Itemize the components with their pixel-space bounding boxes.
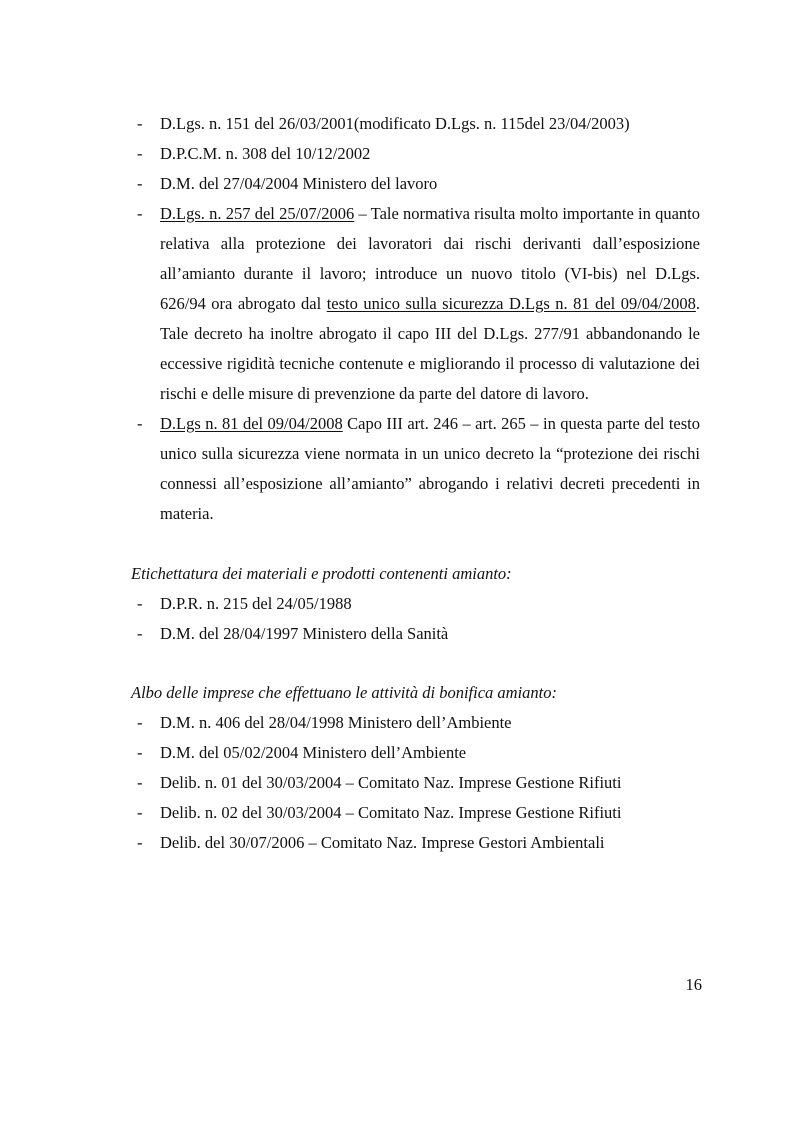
item-text: D.Lgs. n. 151 del 26/03/2001(modificato D.Lgs. n. 115del 23/04/2003) xyxy=(160,114,630,133)
item-text: . Tale decreto ha inoltre abrogato il capo III del D.Lgs. 277/91 abbandonando le eccessive rigidità tecniche contenute e migliorando il processo di valutazione dei rischi e delle misure di prevenzione da parte del datore di lavoro. xyxy=(160,294,700,403)
item-text: Delib. n. 01 del 30/03/2004 – Comitato Naz. Imprese Gestione Rifiuti xyxy=(160,773,622,792)
bullet-dash: - xyxy=(137,144,143,163)
bullet-dash: - xyxy=(137,174,143,193)
section-spacer xyxy=(131,649,700,678)
item-text: Delib. del 30/07/2006 – Comitato Naz. Imprese Gestori Ambientali xyxy=(160,833,605,852)
legislation-list xyxy=(131,109,700,529)
list-item xyxy=(131,139,700,169)
bullet-dash: - xyxy=(137,773,143,792)
list-item xyxy=(131,708,700,738)
list-item xyxy=(131,109,700,139)
bullet-dash: - xyxy=(137,594,143,613)
item-text: – Tale normativa risulta molto importante in quanto relativa alla protezione dei lavoratori dai rischi derivanti dall’esposizione all’amianto durante il lavoro; introduce un nuovo titolo (VI-bis) nel D.Lgs. 626/94 ora abrogato dal xyxy=(160,204,700,313)
item-text: D.P.R. n. 215 del 24/05/1988 xyxy=(160,594,352,613)
bullet-dash: - xyxy=(137,743,143,762)
section-title-labeling: Etichettatura dei materiali e prodotti contenenti amianto: xyxy=(131,564,512,583)
list-item xyxy=(131,169,700,199)
bullet-dash: - xyxy=(137,114,143,133)
item-text: Capo III art. 246 – art. 265 – in questa parte del testo unico sulla sicurezza viene normata in un unico decreto la “protezione dei rischi connessi all’esposizione all’amianto” abrogando i relativi decreti precedenti in materia. xyxy=(160,414,701,523)
list-item xyxy=(131,409,700,529)
decree-reference: testo unico sulla sicurezza D.Lgs n. 81 del 09/04/2008 xyxy=(326,294,696,313)
bullet-dash: - xyxy=(137,833,143,852)
bullet-dash: - xyxy=(137,204,143,223)
section-spacer xyxy=(131,529,700,559)
decree-reference: D.Lgs. n. 257 del 25/07/2006 xyxy=(160,204,355,223)
list-item xyxy=(131,199,700,409)
list-item xyxy=(131,738,700,768)
page-content xyxy=(131,109,700,858)
page-number: 16 xyxy=(685,975,702,994)
item-text: D.P.C.M. n. 308 del 10/12/2002 xyxy=(160,144,371,163)
list-item xyxy=(131,619,700,649)
item-text: D.M. del 27/04/2004 Ministero del lavoro xyxy=(160,174,438,193)
list-item xyxy=(131,828,700,858)
list-item xyxy=(131,768,700,798)
list-item xyxy=(131,798,700,828)
bullet-dash: - xyxy=(137,713,143,732)
bullet-dash: - xyxy=(137,624,143,643)
item-text: Delib. n. 02 del 30/03/2004 – Comitato Naz. Imprese Gestione Rifiuti xyxy=(160,803,622,822)
bullet-dash: - xyxy=(137,414,143,433)
item-text: D.M. n. 406 del 28/04/1998 Ministero dell’Ambiente xyxy=(160,713,512,732)
list-item xyxy=(131,589,700,619)
register-list xyxy=(131,708,700,858)
item-text: D.M. del 28/04/1997 Ministero della Sanità xyxy=(160,624,449,643)
decree-reference: D.Lgs n. 81 del 09/04/2008 xyxy=(160,414,343,433)
labeling-list xyxy=(131,589,700,649)
section-title-register: Albo delle imprese che effettuano le attività di bonifica amianto: xyxy=(131,683,558,702)
item-text: D.M. del 05/02/2004 Ministero dell’Ambiente xyxy=(160,743,467,762)
bullet-dash: - xyxy=(137,803,143,822)
